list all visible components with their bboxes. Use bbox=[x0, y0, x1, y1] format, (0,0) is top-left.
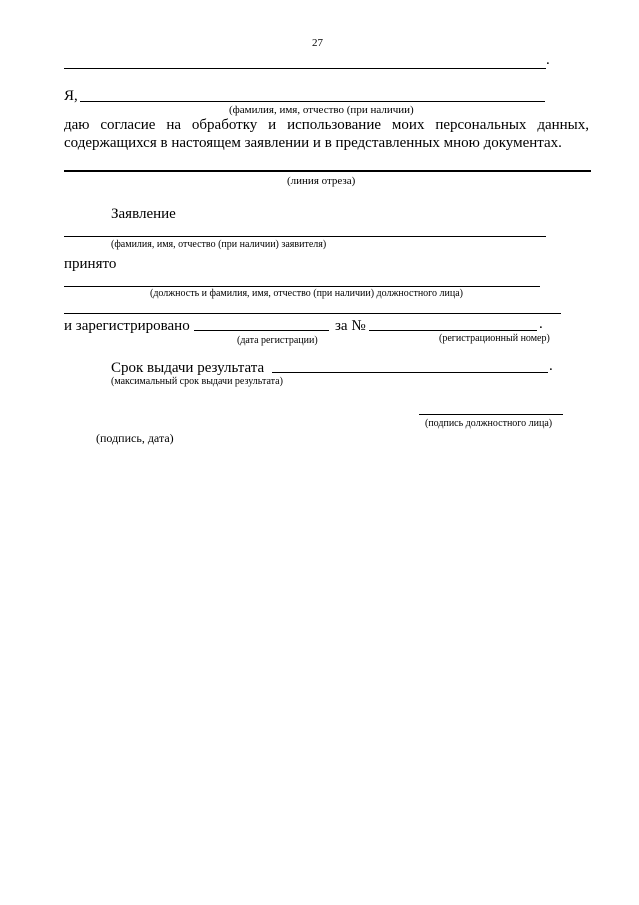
accepted-label: принято bbox=[64, 256, 117, 272]
cut-line-label: (линия отреза) bbox=[287, 175, 356, 187]
official-line bbox=[64, 286, 540, 287]
official-signature-hint: (подпись должностного лица) bbox=[425, 418, 553, 429]
consent-text-line2: содержащихся в настоящем заявлении и в представленных мною документах. bbox=[64, 135, 562, 151]
deadline-line bbox=[272, 372, 548, 373]
reg-number-line bbox=[369, 330, 537, 331]
number-label: за № bbox=[335, 318, 366, 334]
applicant-line bbox=[64, 236, 546, 237]
official-hint: (должность и фамилия, имя, отчество (при наличии) должностного лица) bbox=[150, 288, 463, 299]
reg-date-line bbox=[194, 330, 329, 331]
cut-line bbox=[64, 170, 591, 172]
top-line bbox=[64, 68, 546, 69]
page-number: 27 bbox=[312, 37, 323, 49]
official-signature-line bbox=[419, 414, 563, 415]
reg-number-hint: (регистрационный номер) bbox=[439, 333, 550, 344]
statement-title: Заявление bbox=[111, 206, 176, 222]
registered-label: и зарегистрировано bbox=[64, 318, 190, 334]
ya-label: Я, bbox=[64, 88, 78, 104]
consent-text-line1: даю согласие на обработку и использование моих персональных данных, bbox=[64, 117, 589, 133]
deadline-period: . bbox=[549, 358, 553, 374]
reg-date-hint: (дата регистрации) bbox=[237, 335, 318, 346]
deadline-hint: (максимальный срок выдачи результата) bbox=[111, 376, 283, 387]
top-line-period: . bbox=[546, 52, 550, 68]
fio-line bbox=[80, 101, 545, 102]
extra-line bbox=[64, 313, 561, 314]
applicant-hint: (фамилия, имя, отчество (при наличии) заявителя) bbox=[111, 239, 327, 250]
deadline-label: Срок выдачи результата bbox=[111, 360, 265, 376]
fio-hint: (фамилия, имя, отчество (при наличии) bbox=[229, 104, 414, 116]
applicant-signature-hint: (подпись, дата) bbox=[96, 431, 174, 445]
reg-period: . bbox=[539, 316, 543, 332]
